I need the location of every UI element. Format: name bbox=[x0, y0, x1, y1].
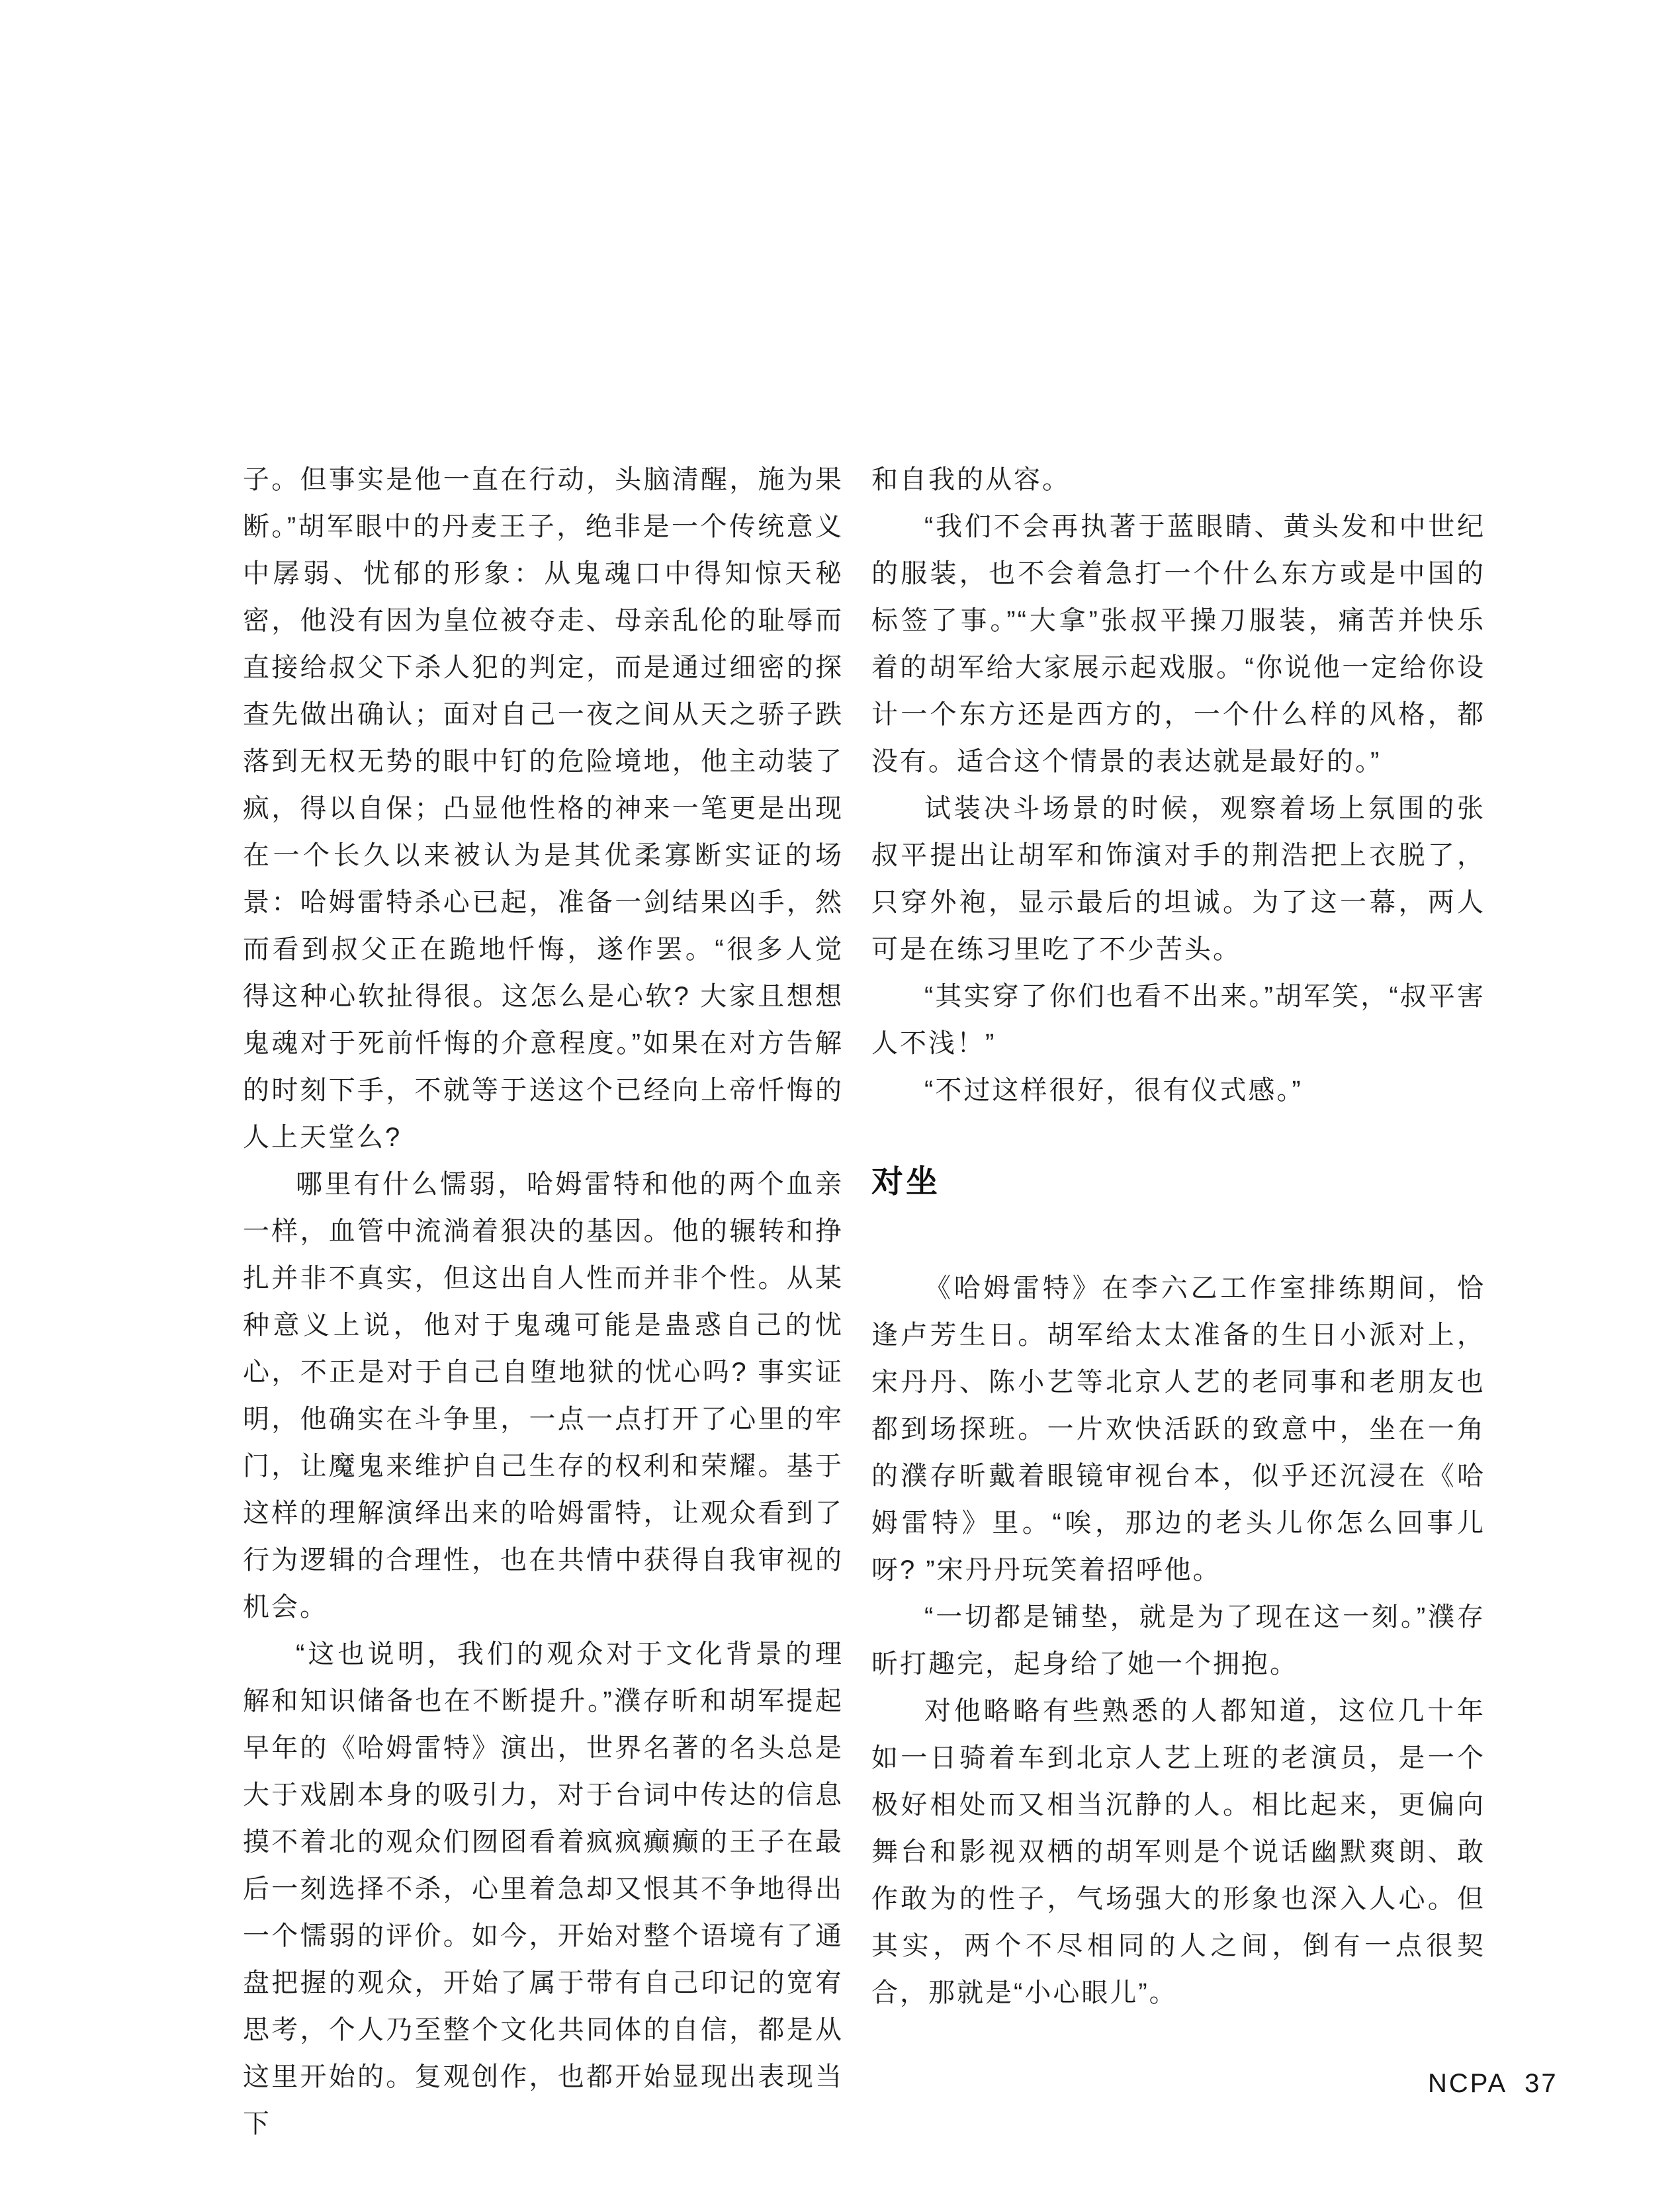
paragraph: “其实穿了你们也看不出来。”胡军笑，“叔平害人不浅！” bbox=[871, 982, 1485, 1058]
page-number: 37 bbox=[1525, 2069, 1558, 2098]
paragraph: 试装决斗场景的时候，观察着场上氛围的张叔平提出让胡军和饰演对手的荆浩把上衣脱了，只穿外袍，显示最后的坦诚。为了这一幕，两人可是在练习里吃了不少苦头。 bbox=[871, 794, 1485, 964]
section-heading: 对坐 bbox=[871, 1164, 941, 1200]
page-footer bbox=[1428, 2068, 1558, 2099]
left-column bbox=[243, 457, 844, 2148]
paragraph: 哪里有什么懦弱，哈姆雷特和他的两个血亲一样，血管中流淌着狠决的基因。他的辗转和挣扎并非不真实，但这出自人性而并非个性。从某种意义上说，他对于鬼魂可能是蛊惑自己的忧心，不正是对于自己自堕地狱的忧心吗? 事实证明，他确实在斗争里，一点一点打开了心里的牢门，让魔鬼来维护自己生存的权利和荣耀。基于这样的理解演绎出来的哈姆雷特，让观众看到了行为逻辑的合理性，也在共情中获得自我审视的机会。 bbox=[243, 1170, 844, 1622]
paragraph: “我们不会再执著于蓝眼睛、黄头发和中世纪的服装，也不会着急打一个什么东方或是中国的标签了事。”“大拿”张叔平操刀服装，痛苦并快乐着的胡军给大家展示起戏服。“你说他一定给你设计一个东方还是西方的，一个什么样的风格，都没有。适合这个情景的表达就是最好的。” bbox=[871, 512, 1485, 776]
paragraph: 对他略略有些熟悉的人都知道，这位几十年如一日骑着车到北京人艺上班的老演员，是一个极好相处而又相当沉静的人。相比起来，更偏向舞台和影视双栖的胡军则是个说话幽默爽朗、敢作敢为的性子，气场强大的形象也深入人心。但其实，两个不尽相同的人之间，倒有一点很契合，那就是“小心眼儿”。 bbox=[871, 1696, 1485, 2007]
right-column bbox=[871, 457, 1485, 2017]
paragraph: 子。但事实是他一直在行动，头脑清醒，施为果断。”胡军眼中的丹麦王子，绝非是一个传统意义中孱弱、忧郁的形象：从鬼魂口中得知惊天秘密，他没有因为皇位被夺走、母亲乱伦的耻辱而直接给叔父下杀人犯的判定，而是通过细密的探查先做出确认；面对自己一夜之间从天之骄子跌落到无权无势的眼中钉的危险境地，他主动装了疯，得以自保；凸显他性格的神来一笔更是出现在一个长久以来被认为是其优柔寡断实证的场景：哈姆雷特杀心已起，准备一剑结果凶手，然而看到叔父正在跪地忏悔，遂作罢。“很多人觉得这种心软扯得很。这怎么是心软? 大家且想想鬼魂对于死前忏悔的介意程度。”如果在对方告解的时刻下手，不就等于送这个已经向上帝忏悔的人上天堂么? bbox=[243, 465, 844, 1152]
paragraph: “不过这样很好，很有仪式感。” bbox=[924, 1076, 1303, 1105]
paragraph: 《哈姆雷特》在李六乙工作室排练期间，恰逢卢芳生日。胡军给太太准备的生日小派对上，宋丹丹、陈小艺等北京人艺的老同事和老朋友也都到场探班。一片欢快活跃的致意中，坐在一角的濮存昕戴着眼镜审视台本，似乎还沉浸在《哈姆雷特》里。“唉，那边的老头儿你怎么回事儿呀? ”宋丹丹玩笑着招呼他。 bbox=[871, 1274, 1485, 1585]
paragraph: 和自我的从容。 bbox=[871, 465, 1071, 494]
paragraph: “这也说明，我们的观众对于文化背景的理解和知识储备也在不断提升。”濮存昕和胡军提起早年的《哈姆雷特》演出，世界名著的名头总是大于戏剧本身的吸引力，对于台词中传达的信息摸不着北的观众们囫囵看着疯疯癫癫的王子在最后一刻选择不杀，心里着急却又恨其不争地得出一个懦弱的评价。如今，开始对整个语境有了通盘把握的观众，开始了属于带有自己印记的宽宥思考，个人乃至整个文化共同体的自信，都是从这里开始的。复观创作，也都开始显现出表现当下 bbox=[243, 1640, 844, 2138]
journal-name: NCPA bbox=[1428, 2069, 1508, 2098]
paragraph: “一切都是铺垫，就是为了现在这一刻。”濮存昕打趣完，起身给了她一个拥抱。 bbox=[871, 1602, 1485, 1679]
